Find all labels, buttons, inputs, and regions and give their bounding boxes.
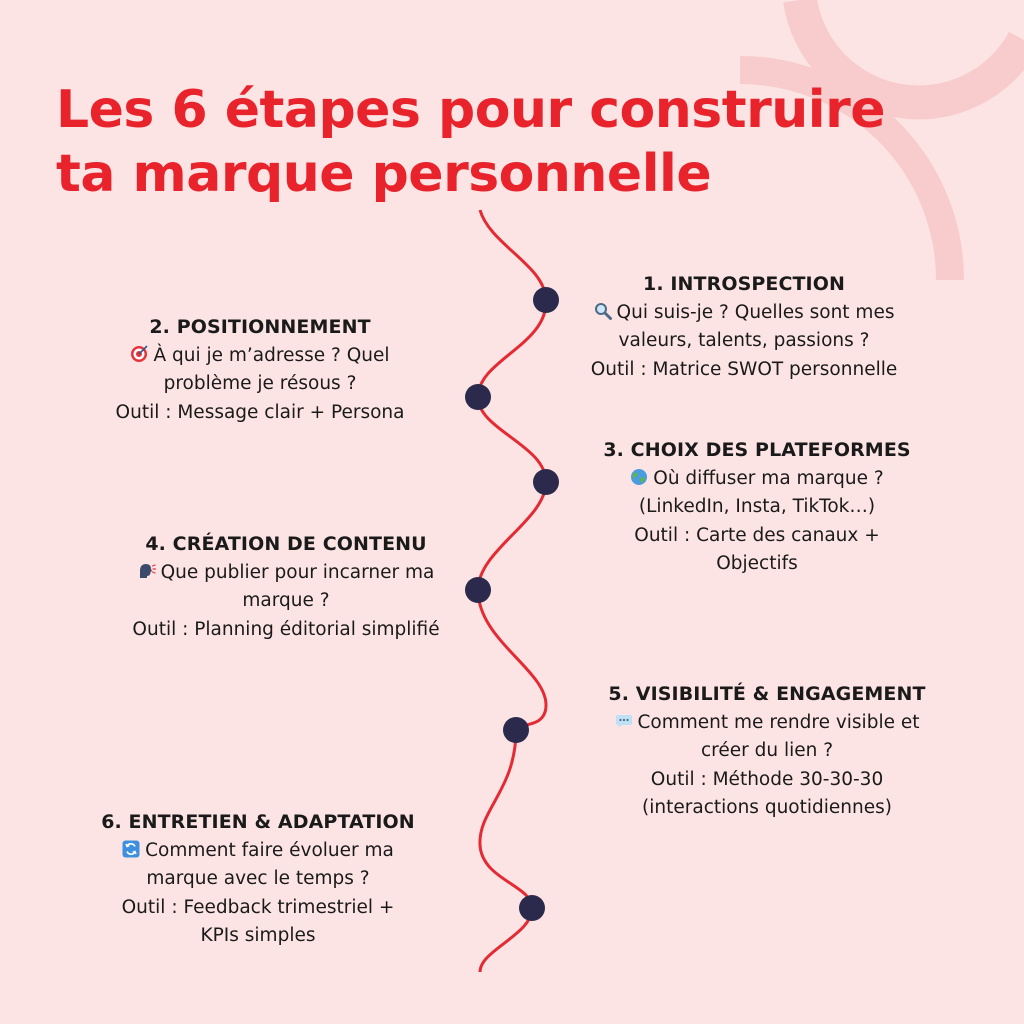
speech-bubble-icon [615, 712, 633, 730]
step-text: créer du lien ? [700, 740, 834, 761]
step-positionnement [90, 313, 430, 427]
step-visibilite-engagement [586, 680, 948, 823]
timeline-node-3 [533, 469, 559, 495]
step-text: valeurs, talents, passions ? [618, 330, 870, 351]
step-tool: Outil : Feedback trimestriel + [121, 896, 395, 918]
timeline-node-5 [503, 717, 529, 743]
globe-icon [630, 468, 648, 486]
page-title [56, 78, 936, 206]
step-tool: KPIs simples [200, 925, 316, 946]
timeline-node-6 [519, 895, 545, 921]
step-choix-plateformes [588, 436, 926, 579]
step-tool: Objectifs [716, 553, 798, 574]
step-tool: (interactions quotidiennes) [642, 797, 892, 818]
step-text: Que publier pour incarner ma [160, 561, 435, 583]
step-heading: 5. VISIBILITÉ & ENGAGEMENT [608, 683, 926, 705]
step-text: Qui suis-je ? Quelles sont mes [616, 301, 895, 323]
step-introspection [568, 270, 920, 384]
refresh-icon [122, 840, 140, 858]
timeline-node-2 [465, 384, 491, 410]
step-heading: 1. INTROSPECTION [643, 273, 845, 295]
step-text: Où diffuser ma marque ? [653, 467, 884, 489]
step-text: marque avec le temps ? [146, 868, 370, 889]
step-text: marque ? [242, 590, 330, 611]
title-line-2: ta marque personnelle [56, 144, 712, 204]
target-icon [130, 345, 148, 363]
title-line-1: Les 6 étapes pour construire [56, 80, 885, 140]
step-tool: Outil : Carte des canaux + [634, 524, 880, 546]
step-tool: Outil : Planning éditorial simplifié [132, 618, 440, 640]
step-heading: 4. CRÉATION DE CONTENU [145, 533, 427, 555]
step-text: À qui je m’adresse ? Quel [153, 344, 390, 366]
speaking-head-icon [138, 562, 156, 580]
step-tool: Outil : Matrice SWOT personnelle [590, 358, 898, 380]
step-text: Comment me rendre visible et [637, 711, 920, 733]
step-entretien-adaptation [88, 808, 428, 951]
magnifier-icon [594, 302, 612, 320]
step-text: (LinkedIn, Insta, TikTok…) [638, 496, 876, 517]
step-heading: 3. CHOIX DES PLATEFORMES [603, 439, 911, 461]
step-heading: 6. ENTRETIEN & ADAPTATION [101, 811, 415, 833]
step-tool: Outil : Message clair + Persona [115, 401, 405, 423]
timeline-node-1 [533, 287, 559, 313]
step-text: problème je résous ? [163, 373, 357, 394]
step-text: Comment faire évoluer ma [145, 839, 394, 861]
step-tool: Outil : Méthode 30-30-30 [650, 768, 884, 790]
step-heading: 2. POSITIONNEMENT [149, 316, 371, 338]
step-creation-contenu [100, 530, 472, 644]
timeline-wave [478, 210, 546, 972]
